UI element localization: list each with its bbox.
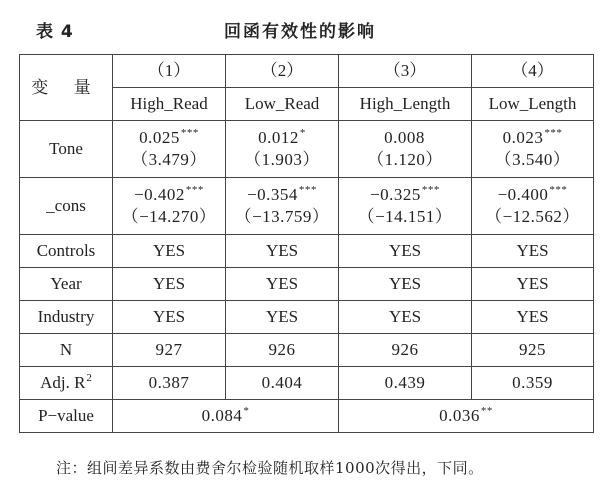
coef-cell	[226, 178, 339, 235]
coef-value: −0.354	[247, 185, 298, 204]
table-cell: YES	[339, 268, 472, 301]
significance-stars: ***	[421, 184, 440, 196]
table-cell: 0.404	[226, 367, 339, 400]
row-controls	[20, 235, 594, 268]
t-stat: （−13.759）	[234, 207, 330, 226]
adj-r2-label: Adj. R	[40, 373, 86, 392]
col-name-1: High_Read	[113, 88, 226, 121]
pvalue-value: 0.084	[201, 406, 243, 425]
coef-value: −0.325	[370, 185, 421, 204]
coef-cell	[472, 121, 594, 178]
row-label-cons: _cons	[20, 178, 113, 235]
significance-stars: **	[480, 405, 493, 417]
row-n	[20, 334, 594, 367]
col-name-2: Low_Read	[226, 88, 339, 121]
row-tone	[20, 121, 594, 178]
col-number-4: （4）	[472, 55, 594, 88]
variable-header: 变 量	[20, 55, 113, 121]
table-cell: YES	[226, 235, 339, 268]
row-pvalue	[20, 400, 594, 433]
coef-cell	[339, 121, 472, 178]
row-label-n: N	[20, 334, 113, 367]
table-cell: YES	[339, 301, 472, 334]
row-label-tone: Tone	[20, 121, 113, 178]
table-number: 表 4	[36, 22, 74, 42]
t-stat: （−14.270）	[121, 207, 217, 226]
table-cell: YES	[113, 301, 226, 334]
table-cell: YES	[472, 301, 594, 334]
table-cell: YES	[113, 268, 226, 301]
pvalue-value: 0.036	[439, 406, 480, 425]
significance-stars: *	[299, 127, 306, 139]
coef-value: 0.012	[258, 128, 299, 147]
significance-stars: ***	[544, 127, 563, 139]
table-cell: 926	[339, 334, 472, 367]
coef-cell	[472, 178, 594, 235]
table-cell: 0.359	[472, 367, 594, 400]
pvalue-cell-length	[339, 400, 594, 433]
row-label-controls: Controls	[20, 235, 113, 268]
pvalue-cell-read	[113, 400, 339, 433]
col-name-3: High_Length	[339, 88, 472, 121]
table-cell: YES	[226, 268, 339, 301]
table-caption	[0, 0, 600, 54]
coef-cell	[113, 178, 226, 235]
table-cell: 927	[113, 334, 226, 367]
coef-value: 0.023	[502, 128, 544, 147]
significance-stars: ***	[549, 184, 568, 196]
table-note: 注：组间差异系数由费舍尔检验随机取样1000次得出，下同。	[56, 459, 484, 477]
row-label-pvalue: P−value	[20, 400, 113, 433]
coef-cell	[113, 121, 226, 178]
table-cell: 926	[226, 334, 339, 367]
coef-value: 0.025	[139, 128, 180, 147]
row-cons	[20, 178, 594, 235]
table-cell: YES	[113, 235, 226, 268]
t-stat: （1.903）	[244, 150, 320, 169]
col-number-2: （2）	[226, 55, 339, 88]
row-label-industry: Industry	[20, 301, 113, 334]
table-cell: YES	[472, 235, 594, 268]
table-cell: 925	[472, 334, 594, 367]
table-cell: YES	[472, 268, 594, 301]
coef-cell	[339, 178, 472, 235]
t-stat: （−12.562）	[485, 207, 580, 226]
regression-table	[19, 54, 594, 433]
coef-value: −0.400	[497, 185, 549, 204]
row-industry	[20, 301, 594, 334]
table-cell: 0.439	[339, 367, 472, 400]
table-cell: 0.387	[113, 367, 226, 400]
table-cell: YES	[339, 235, 472, 268]
table-cell: YES	[226, 301, 339, 334]
coef-cell	[226, 121, 339, 178]
t-stat: （1.120）	[367, 150, 443, 169]
row-label-adj-r2	[20, 367, 113, 400]
col-name-4: Low_Length	[472, 88, 594, 121]
header-row-numbers	[20, 55, 594, 88]
adj-r2-superscript: 2	[86, 372, 92, 384]
row-adj-r2	[20, 367, 594, 400]
row-label-year: Year	[20, 268, 113, 301]
coef-value: −0.402	[134, 185, 185, 204]
significance-stars: ***	[180, 127, 199, 139]
col-number-1: （1）	[113, 55, 226, 88]
t-stat: （3.479）	[131, 150, 207, 169]
significance-stars: ***	[298, 184, 317, 196]
coef-value: 0.008	[384, 128, 425, 147]
t-stat: （3.540）	[494, 150, 571, 169]
significance-stars: ***	[185, 184, 204, 196]
t-stat: （−14.151）	[357, 207, 453, 226]
significance-stars: *	[243, 405, 250, 417]
col-number-3: （3）	[339, 55, 472, 88]
table-title: 回函有效性的影响	[224, 22, 376, 42]
row-year	[20, 268, 594, 301]
